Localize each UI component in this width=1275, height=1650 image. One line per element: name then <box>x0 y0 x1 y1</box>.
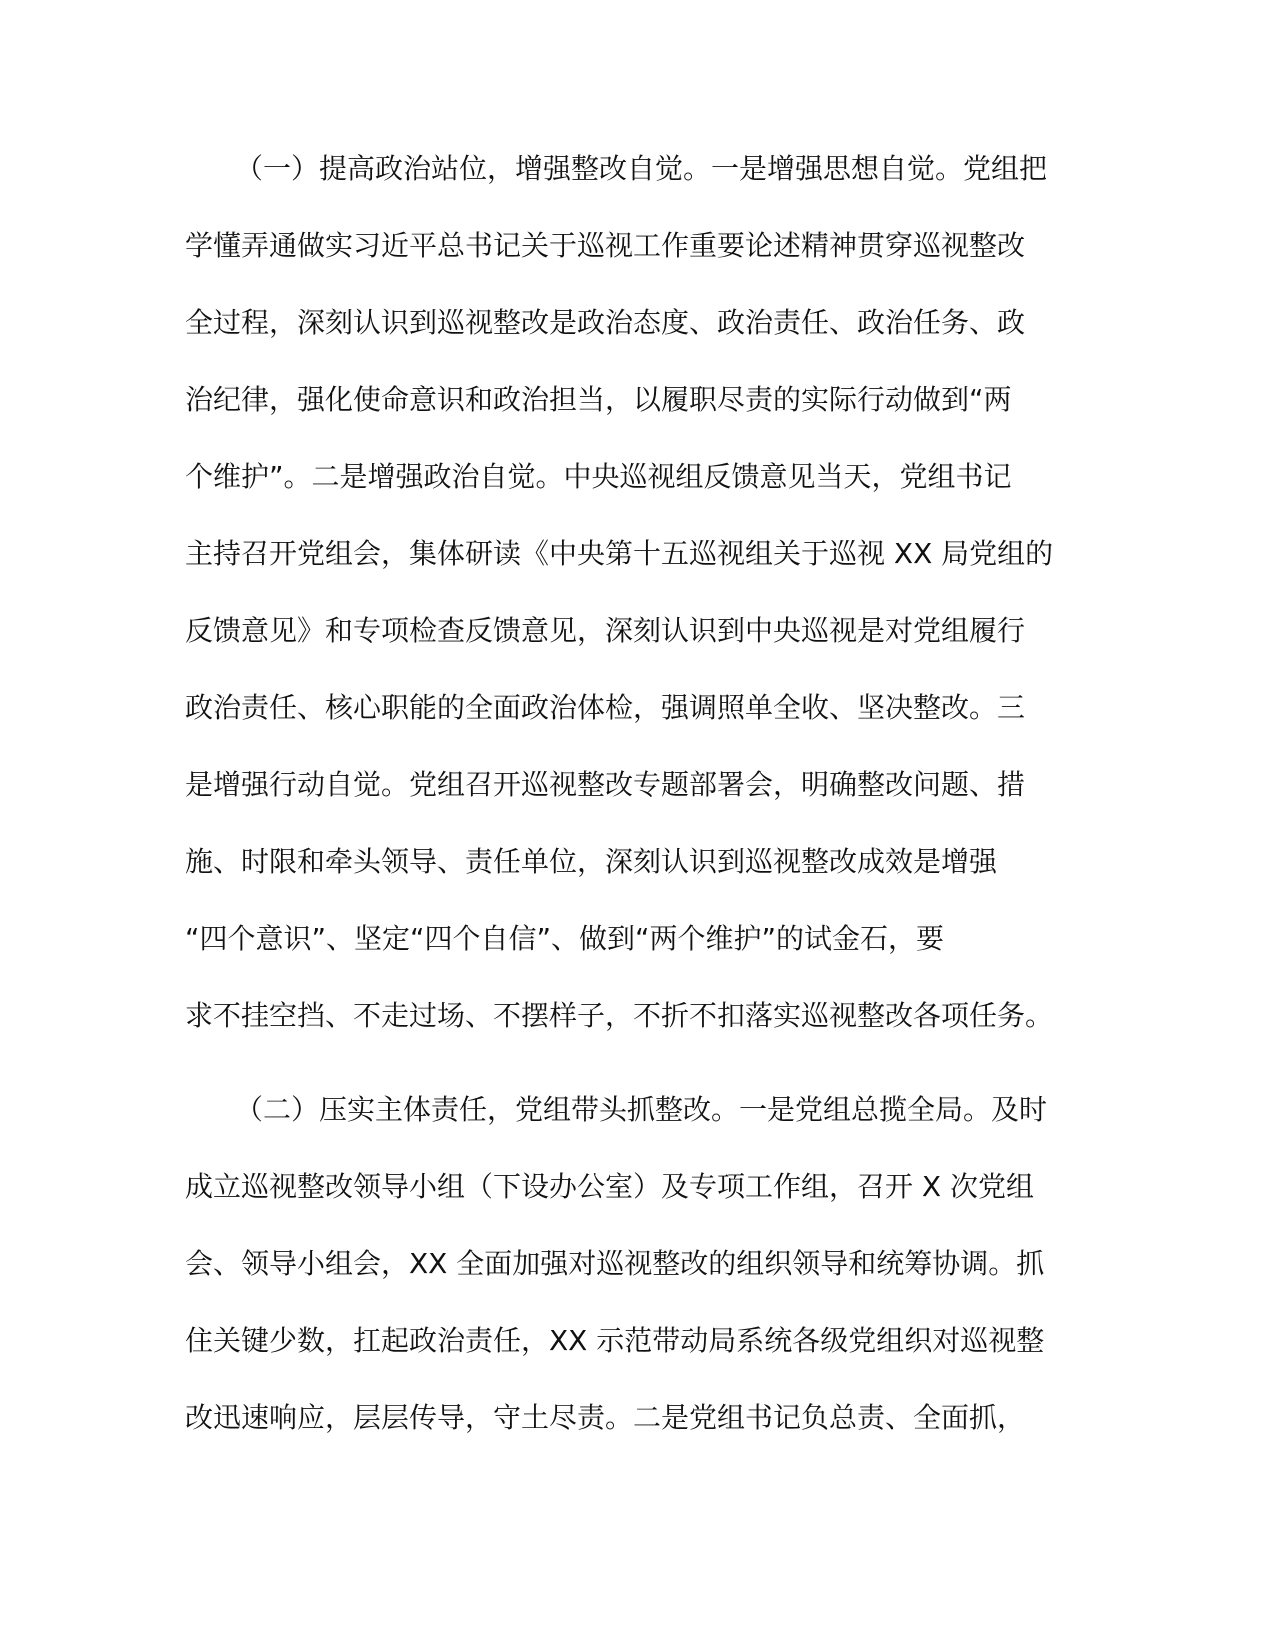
paragraph-line: 住关键少数，扛起政治责任，XX 示范带动局系统各级党组织对巡视整 <box>185 1324 1045 1357</box>
paragraph-line: 政治责任、核心职能的全面政治体检，强调照单全收、坚决整改。三 <box>185 691 1026 724</box>
paragraph-line: （一）提高政治站位，增强整改自觉。一是增强思想自觉。党组把 <box>235 152 1048 185</box>
paragraph-1 <box>185 140 1095 1064</box>
paragraph-line: （二）压实主体责任，党组带头抓整改。一是党组总揽全局。及时 <box>235 1093 1048 1126</box>
paragraph-2 <box>185 1081 1095 1466</box>
paragraph-line: 全过程，深刻认识到巡视整改是政治态度、政治责任、政治任务、政 <box>185 306 1026 339</box>
paragraph-spacer <box>185 1064 1095 1081</box>
paragraph-line: 学懂弄通做实习近平总书记关于巡视工作重要论述精神贯穿巡视整改 <box>185 229 1026 262</box>
document-body <box>185 140 1095 1466</box>
paragraph-line: “四个意识”、坚定“四个自信”、做到“两个维护”的试金石，要 <box>185 922 945 955</box>
paragraph-line: 成立巡视整改领导小组（下设办公室）及专项工作组，召开 X 次党组 <box>185 1170 1034 1203</box>
paragraph-line: 改迅速响应，层层传导，守土尽责。二是党组书记负总责、全面抓， <box>185 1401 1026 1434</box>
paragraph-line: 是增强行动自觉。党组召开巡视整改专题部署会，明确整改问题、措 <box>185 768 1026 801</box>
paragraph-line: 施、时限和牵头领导、责任单位，深刻认识到巡视整改成效是增强 <box>185 845 998 878</box>
paragraph-line: 求不挂空挡、不走过场、不摆样子，不折不扣落实巡视整改各项任务。 <box>185 999 1054 1032</box>
paragraph-line: 个维护”。二是增强政治自觉。中央巡视组反馈意见当天，党组书记 <box>185 460 1012 493</box>
paragraph-line: 反馈意见》和专项检查反馈意见，深刻认识到中央巡视是对党组履行 <box>185 614 1026 647</box>
paragraph-line: 治纪律，强化使命意识和政治担当，以履职尽责的实际行动做到“两 <box>185 383 1012 416</box>
paragraph-line: 主持召开党组会，集体研读《中央第十五巡视组关于巡视 XX 局党组的 <box>185 537 1054 570</box>
paragraph-line: 会、领导小组会，XX 全面加强对巡视整改的组织领导和统筹协调。抓 <box>185 1247 1045 1280</box>
